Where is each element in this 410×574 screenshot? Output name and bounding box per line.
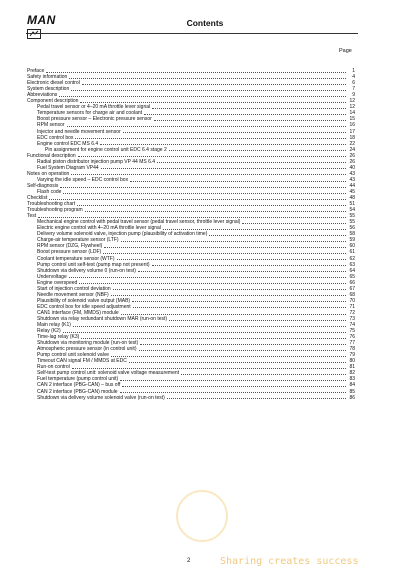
dot-leader [73,326,346,327]
toc-entry-title: Pedal travel sensor or 4–20 mA throttle lever signal [37,104,151,111]
toc-entry-page: 14 [349,110,355,117]
toc-entry[interactable] [27,395,355,401]
toc-entry-page: 12 [349,98,355,105]
toc-entry-page: 58 [349,231,355,238]
toc-entry-title: Functional description [27,152,76,159]
toc-entry-title: Checklist [27,195,48,202]
dot-leader [71,174,346,175]
dot-leader [130,181,346,182]
toc-entry-title: Self-diagnosis [27,182,59,189]
dot-leader [163,229,346,230]
dot-leader [144,114,346,115]
toc-entry-page: 16 [349,122,355,129]
toc-entry-title: Fuel temperature (pump control unit) [37,376,119,383]
toc-entry-page: 83 [349,376,355,383]
toc-entry-title: Temperature sensors for charge air and coolant [37,110,143,117]
toc-entry-title: Notes on operation [27,170,70,177]
toc-entry-title: Electronic diesel control [27,80,80,87]
toc-entry-title: Pump control unit solenoid valve [37,352,109,359]
toc-entry-title: Charge-air temperature sensor (LTF) [37,237,119,244]
toc-entry-page: 63 [349,261,355,268]
toc-entry-page: 26 [349,152,355,159]
dot-leader [60,187,346,188]
toc-entry-title: Abbreviations [27,92,58,99]
dot-leader [139,350,347,351]
toc-entry-page: 64 [349,267,355,274]
dot-leader [140,344,346,345]
dot-leader [104,247,346,248]
toc-entry-title: CAN1 interface (FM, MMDS) module [37,309,119,316]
dot-leader [38,217,346,218]
dot-leader [63,193,346,194]
toc-entry-title: Engine overspeed [37,279,78,286]
toc-entry-title: Delivery volume solenoid valve, injection pump (plausibility of activation time) [37,231,208,238]
toc-entry-page: 44 [349,182,355,189]
toc-entry-page: 18 [349,134,355,141]
dot-leader [123,132,346,133]
dot-leader [69,277,346,278]
toc-entry-page: 76 [349,334,355,341]
toc-entry-page: 60 [349,243,355,250]
toc-entry-page: 81 [349,364,355,371]
dot-leader [122,386,346,387]
toc-entry-page: 68 [349,291,355,298]
toc-entry-page: 45 [349,188,355,195]
dot-leader [120,392,346,393]
toc-entry-title: Boost pressure sensor (LDF) [37,249,102,256]
dot-leader [67,126,346,127]
toc-entry-title: Mechanical engine control with pedal travel sensor (pedal travel sensor, throttle lever signal) [37,219,241,226]
dot-leader [209,235,346,236]
toc-entry-title: Electric engine control with 4–20 mA throttle lever signal [37,225,161,232]
toc-entry-page: 72 [349,309,355,316]
page-title: Contents [186,18,224,28]
toc-entry-title: Needle movement sensor (NBF) [37,291,109,298]
toc-entry-page: 73 [349,315,355,322]
toc-entry-page: 48 [349,195,355,202]
toc-entry-page: 67 [349,285,355,292]
toc-entry-page: 65 [349,273,355,280]
toc-entry-title: Shutdown via delivery volume solenoid valve (run-on test) [37,394,165,401]
dot-leader [154,120,346,121]
dot-leader [169,320,346,321]
toc-entry-page: 22 [349,140,355,147]
toc-entry-page: 82 [349,370,355,377]
toc-entry-page: 40 [349,164,355,171]
dot-leader [113,289,346,290]
lion-emblem-icon [27,29,41,39]
dot-leader [71,90,346,91]
toc-entry-title: Pump control unit self-test (pump map not present) [37,261,150,268]
dot-leader [75,138,346,139]
toc-entry-title: Shutdown via relay redundant shutdown MAR (run-on test) [37,315,168,322]
toc-entry-title: Boost pressure sensor – Electronic pressure sensor [37,116,152,123]
page-number: 2 [187,558,191,564]
watermark-emblem [176,490,228,542]
toc-entry-page: 51 [349,201,355,208]
dot-leader [138,271,346,272]
dot-leader [111,295,346,296]
table-of-contents [27,68,355,401]
toc-entry-title: Relay (K2) [37,328,61,335]
dot-leader [81,338,346,339]
header-rule [26,33,358,34]
toc-entry-title: Flash code [37,188,62,195]
toc-entry-title: Component description [27,98,79,105]
toc-entry-page: 85 [349,388,355,395]
toc-entry-page: 1 [352,68,355,75]
toc-entry-page: 54 [349,207,355,214]
dot-leader [152,108,346,109]
toc-entry-page: 9 [352,92,355,99]
toc-entry-title: EDC control box [37,134,74,141]
toc-entry-page: 56 [349,225,355,232]
toc-entry-title: Varying the idle speed – EDC control box [37,176,129,183]
toc-entry-page: 4 [352,74,355,81]
dot-leader [80,102,346,103]
dot-leader [169,150,346,151]
toc-entry-page: 62 [349,255,355,262]
dot-leader [100,144,346,145]
toc-entry-page: 66 [349,279,355,286]
toc-entry-page: 84 [349,382,355,389]
toc-entry-title: CAN 2 interface (PBG-CAN) module [37,388,118,395]
toc-entry-page: 75 [349,328,355,335]
toc-entry-page: 17 [349,128,355,135]
brand-name: MAN [27,13,56,27]
toc-entry-title: Run-on control [37,364,70,371]
dot-leader [181,374,346,375]
dot-leader [59,96,346,97]
toc-entry-title: Start of injection control deviation [37,285,111,292]
dot-leader [129,362,346,363]
toc-entry-title: EDC control box for idle speed adjustment [37,303,131,310]
toc-entry-title: Shutdown via monitoring module (run-on test) [37,340,139,347]
toc-entry-title: Self-test pump control unit: solenoid valve voltage measurement [37,370,180,377]
toc-entry-title: Shutdown via delivery volume 0 (run-on test) [37,267,136,274]
toc-entry-page: 6 [352,80,355,87]
toc-entry-title: Atmospheric pressure sensor (in control unit) [37,346,137,353]
toc-entry-title: Engine control EDC MS 6.4 [37,140,99,147]
dot-leader [132,301,346,302]
toc-entry-title: Plausibility of solenoid valve output (MAB) [37,297,131,304]
dot-leader [133,307,346,308]
toc-entry-page: 24 [349,146,355,153]
toc-entry-title: CAN 2 interface (PBG-CAN) – bus off [37,382,121,389]
toc-entry-title: Injector and needle movement sensor [37,128,121,135]
toc-entry-title: Test [27,213,37,220]
dot-leader [167,398,346,399]
dot-leader [46,72,346,73]
toc-entry-page: 7 [352,86,355,93]
dot-leader [152,265,346,266]
toc-entry-title: Troubleshooting program [27,207,83,214]
toc-entry-page: 71 [349,303,355,310]
dot-leader [78,156,346,157]
dot-leader [82,84,346,85]
toc-entry-page: 55 [349,213,355,220]
toc-entry-page: 74 [349,322,355,329]
dot-leader [63,332,346,333]
dot-leader [101,168,346,169]
dot-leader [121,314,346,315]
dot-leader [49,199,346,200]
toc-entry-page: 12 [349,104,355,111]
toc-entry-title: Time-lag relay (K3) [37,334,80,341]
toc-entry-page: 79 [349,352,355,359]
dot-leader [121,241,346,242]
toc-entry-title: RPM sensor (DZG, Flywheel) [37,243,103,250]
dot-leader [72,368,346,369]
toc-entry-page: 78 [349,346,355,353]
toc-entry-page: 70 [349,297,355,304]
toc-entry-page: 43 [349,170,355,177]
toc-entry-title: Pin assignment for engine control unit EDC 6.4 stage 2 [45,146,167,153]
toc-entry-page: 86 [349,394,355,401]
toc-entry-page: 80 [349,358,355,365]
toc-entry-page: 55 [349,219,355,226]
dot-leader [117,259,346,260]
toc-entry-title: Troubleshooting chart [27,201,76,208]
toc-entry-page: 59 [349,237,355,244]
dot-leader [242,223,346,224]
toc-entry-page: 61 [349,249,355,256]
dot-leader [85,211,346,212]
toc-entry-title: Fuel System Diagram VP44 [37,164,99,171]
toc-entry-page: 26 [349,158,355,165]
toc-entry-page: 43 [349,176,355,183]
page-column-header: Page [339,48,352,54]
dot-leader [103,253,346,254]
watermark-text: Sharing creates success [220,556,359,567]
dot-leader [157,162,346,163]
toc-entry-title: RPM sensor [37,122,65,129]
toc-entry-title: Timeout CAN signal FM / MMDS at EDC [37,358,127,365]
toc-entry-page: 15 [349,116,355,123]
toc-entry-title: Preface [27,68,45,75]
dot-leader [69,78,346,79]
toc-entry-title: Safety information [27,74,68,81]
toc-entry-title: Undervoltage [37,273,67,280]
toc-entry-title: Main relay (K1) [37,322,71,329]
toc-entry-title: Coolant temperature sensor (WTF) [37,255,115,262]
toc-entry-title: System description [27,86,70,93]
dot-leader [120,380,346,381]
toc-entry-page: 77 [349,340,355,347]
dot-leader [77,205,346,206]
toc-entry-title: Radial piston distributor injection pump VP 44 MS 6.4 [37,158,156,165]
dot-leader [111,356,346,357]
dot-leader [79,283,346,284]
